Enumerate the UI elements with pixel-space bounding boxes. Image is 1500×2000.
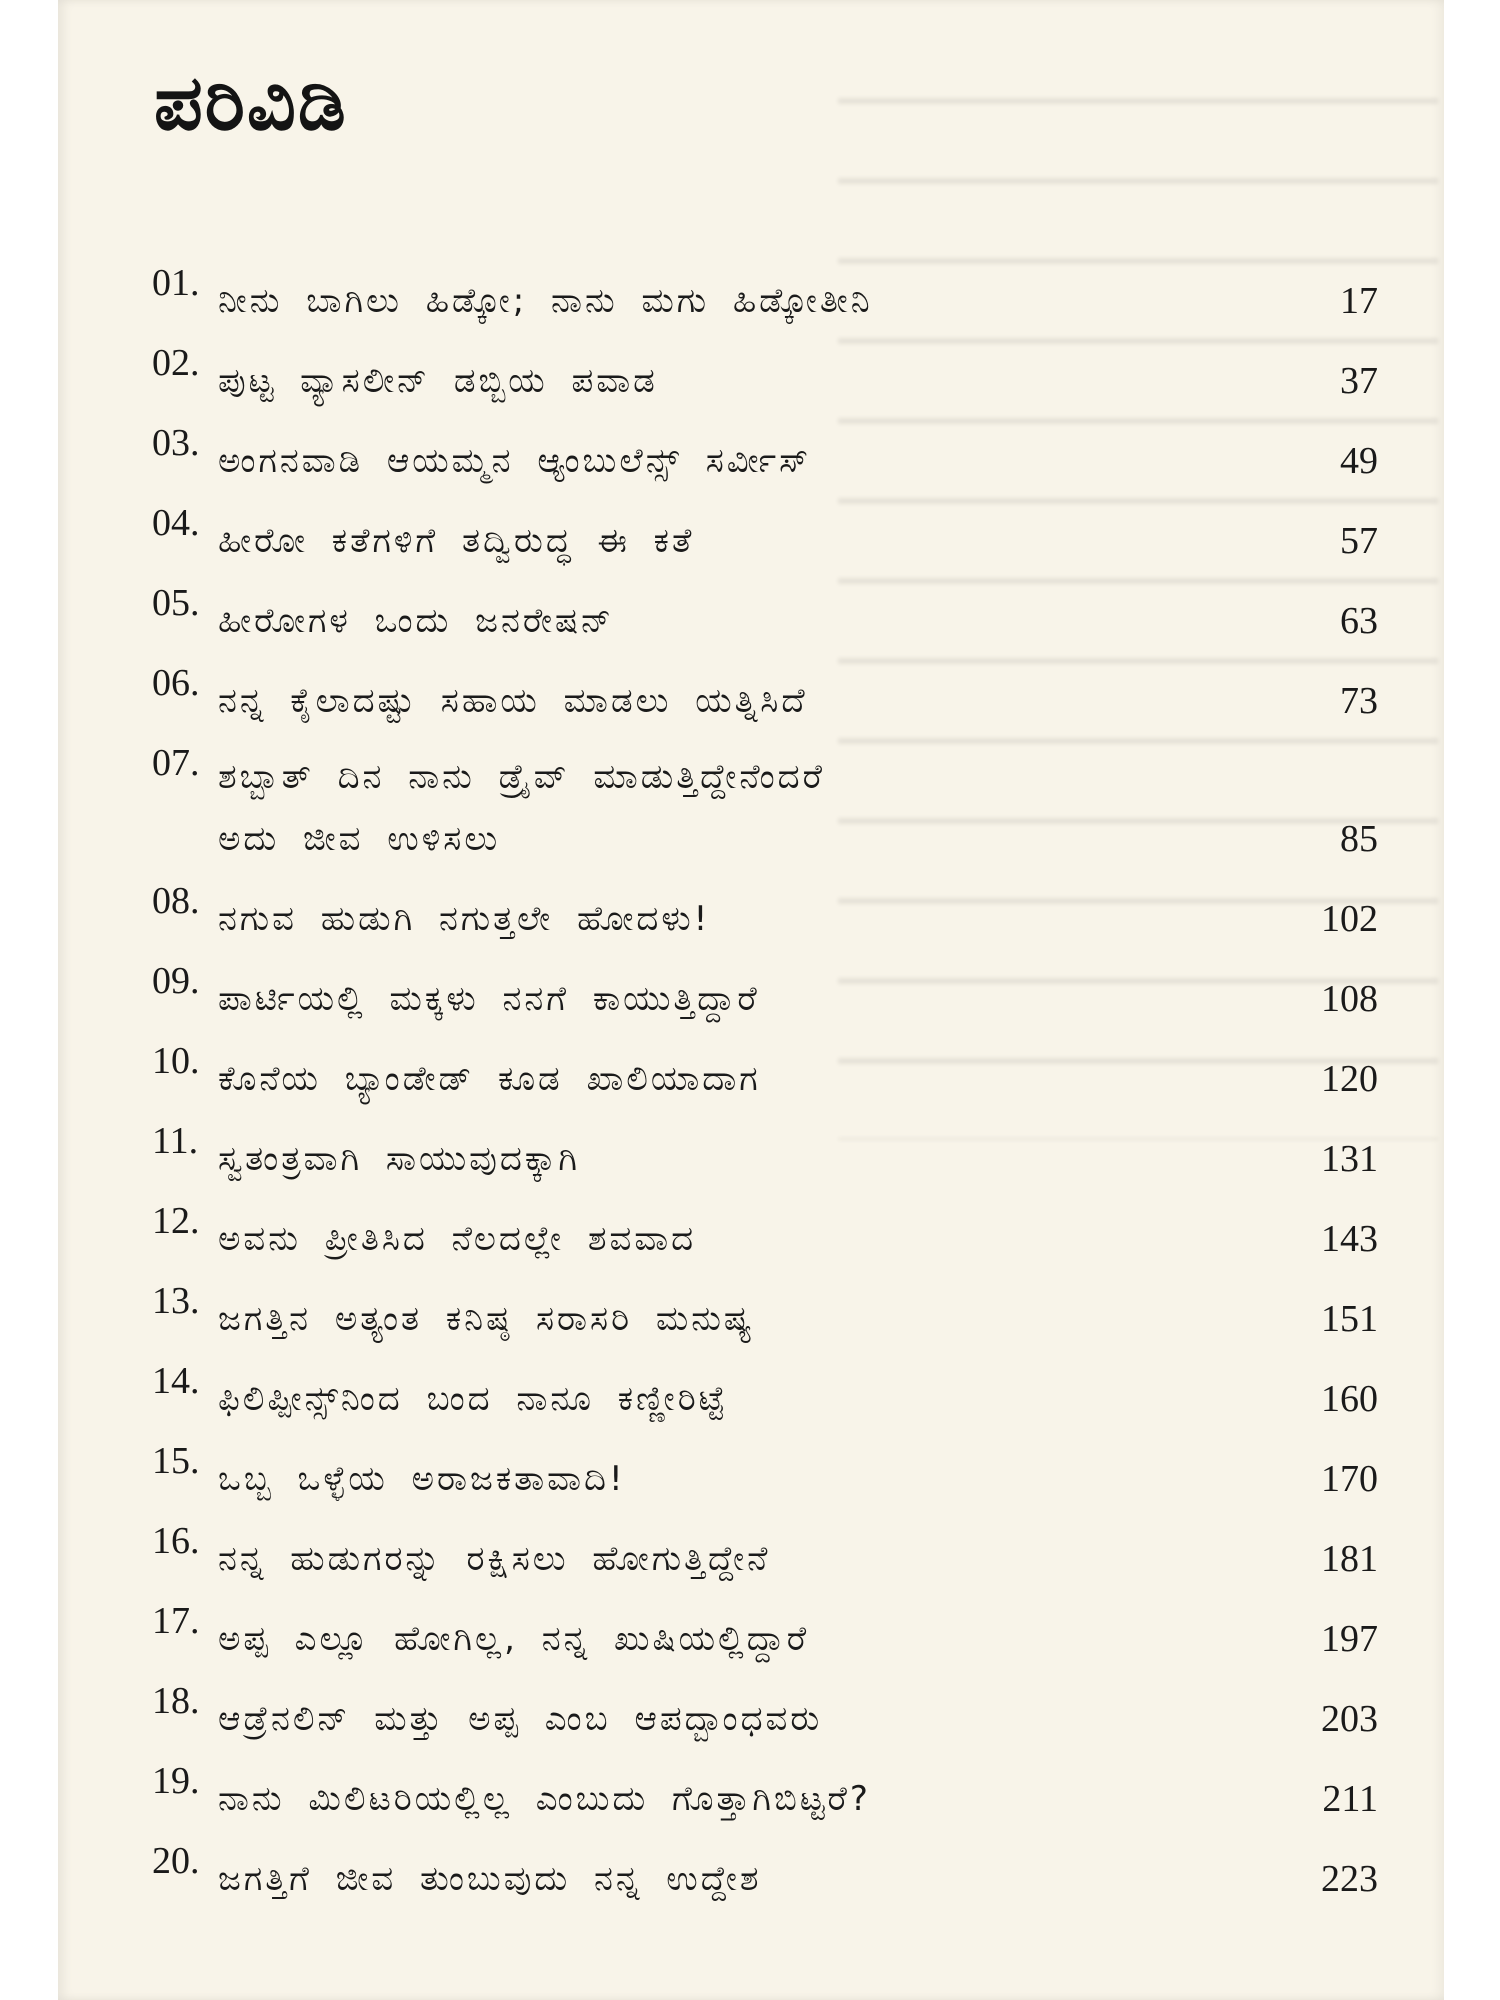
toc-entry <box>152 572 1378 652</box>
toc-entry <box>152 1830 1378 1910</box>
toc-entry <box>152 332 1378 412</box>
page-title: ಪರಿವಿಡಿ <box>154 58 348 147</box>
entry-title <box>218 968 1288 1030</box>
entry-title <box>218 1688 1288 1750</box>
entry-title <box>218 350 1288 412</box>
entry-number: 18. <box>152 1680 200 1722</box>
entry-page-number: 181 <box>1321 1538 1378 1580</box>
entry-number: 05. <box>152 582 200 624</box>
entry-title <box>218 1048 1288 1110</box>
toc-entry <box>152 950 1378 1030</box>
entry-title-line: ಕೊನೆಯ ಬ್ಯಾಂಡೇಡ್ ಕೂಡ ಖಾಲಿಯಾದಾಗ <box>218 1059 761 1099</box>
entry-title-line: ಅಂಗನವಾಡಿ ಆಯಮ್ಮನ ಆ್ಯಂಬುಲೆನ್ಸ್ ಸರ್ವೀಸ್ <box>218 441 812 481</box>
entry-page-number: 203 <box>1321 1698 1378 1740</box>
entry-page-number: 73 <box>1340 680 1378 722</box>
entry-number: 01. <box>152 262 200 304</box>
toc-entry <box>152 1750 1378 1830</box>
entry-number: 19. <box>152 1760 200 1802</box>
table-of-contents <box>152 252 1378 1910</box>
entry-number: 13. <box>152 1280 200 1322</box>
entry-title-line: ಜಗತ್ತಿನ ಅತ್ಯಂತ ಕನಿಷ್ಠ ಸರಾಸರಿ ಮನುಷ್ಯ <box>218 1299 755 1339</box>
entry-title <box>218 1768 1288 1830</box>
entry-title-line: ನೀನು ಬಾಗಿಲು ಹಿಡ್ಕೋ; ನಾನು ಮಗು ಹಿಡ್ಕೋತೀನಿ <box>218 281 873 321</box>
entry-title-line: ನಗುವ ಹುಡುಗಿ ನಗುತ್ತಲೇ ಹೋದಳು! <box>218 899 711 939</box>
toc-entry <box>152 1670 1378 1750</box>
entry-title <box>218 430 1288 492</box>
entry-page-number: 37 <box>1340 360 1378 402</box>
entry-number: 20. <box>152 1840 200 1882</box>
toc-entry <box>152 1110 1378 1190</box>
entry-title-line: ನನ್ನ ಕೈಲಾದಷ್ಟು ಸಹಾಯ ಮಾಡಲು ಯತ್ನಿಸಿದೆ <box>218 681 808 721</box>
entry-title <box>218 1448 1288 1510</box>
entry-number: 11. <box>152 1120 199 1162</box>
entry-title <box>218 1288 1288 1350</box>
entry-page-number: 170 <box>1321 1458 1378 1500</box>
toc-entry <box>152 732 1378 870</box>
toc-entry <box>152 1190 1378 1270</box>
toc-entry <box>152 1270 1378 1350</box>
entry-number: 06. <box>152 662 200 704</box>
entry-page-number: 102 <box>1321 898 1378 940</box>
entry-page-number: 120 <box>1321 1058 1378 1100</box>
entry-title <box>218 510 1288 572</box>
entry-page-number: 223 <box>1321 1858 1378 1900</box>
entry-title-line: ಹೀರೋ ಕತೆಗಳಿಗೆ ತದ್ವಿರುದ್ಧ ಈ ಕತೆ <box>218 521 695 561</box>
entry-title-line: ಅದು ಜೀವ ಉಳಿಸಲು <box>218 819 501 859</box>
toc-entry <box>152 1430 1378 1510</box>
entry-page-number: 85 <box>1340 818 1378 860</box>
entry-number: 15. <box>152 1440 200 1482</box>
entry-title <box>218 1208 1288 1270</box>
entry-title <box>218 746 1288 870</box>
entry-title-line: ಹೀರೋಗಳ ಒಂದು ಜನರೇಷನ್ <box>218 601 615 641</box>
entry-title <box>218 1528 1288 1590</box>
entry-number: 08. <box>152 880 200 922</box>
entry-title <box>218 670 1288 732</box>
book-page <box>58 0 1444 2000</box>
entry-page-number: 197 <box>1321 1618 1378 1660</box>
entry-number: 09. <box>152 960 200 1002</box>
entry-title-line: ನಾನು ಮಿಲಿಟರಿಯಲ್ಲಿಲ್ಲ ಎಂಬುದು ಗೊತ್ತಾಗಿಬಿಟ್ಟರೆ? <box>218 1779 871 1819</box>
entry-number: 10. <box>152 1040 200 1082</box>
entry-title <box>218 1608 1288 1670</box>
entry-number: 07. <box>152 742 200 784</box>
toc-entry <box>152 1030 1378 1110</box>
entry-page-number: 143 <box>1321 1218 1378 1260</box>
entry-title <box>218 1128 1288 1190</box>
entry-title-line: ನನ್ನ ಹುಡುಗರನ್ನು ರಕ್ಷಿಸಲು ಹೋಗುತ್ತಿದ್ದೇನೆ <box>218 1539 771 1579</box>
entry-page-number: 57 <box>1340 520 1378 562</box>
entry-page-number: 108 <box>1321 978 1378 1020</box>
entry-page-number: 160 <box>1321 1378 1378 1420</box>
entry-number: 04. <box>152 502 200 544</box>
toc-entry <box>152 252 1378 332</box>
entry-page-number: 211 <box>1322 1778 1378 1820</box>
entry-number: 14. <box>152 1360 200 1402</box>
entry-title <box>218 270 1288 332</box>
entry-title-line: ಪುಟ್ಟ ವ್ಯಾಸಲೀನ್ ಡಬ್ಬಿಯ ಪವಾಡ <box>218 361 658 401</box>
entry-number: 17. <box>152 1600 200 1642</box>
entry-title-line: ಶಬ್ಬಾತ್ ದಿನ ನಾನು ಡ್ರೈವ್ ಮಾಡುತ್ತಿದ್ದೇನೆಂದರೆ <box>218 757 825 797</box>
entry-title <box>218 590 1288 652</box>
toc-entry <box>152 1350 1378 1430</box>
entry-page-number: 131 <box>1321 1138 1378 1180</box>
entry-title-line: ಅವನು ಪ್ರೀತಿಸಿದ ನೆಲದಲ್ಲೇ ಶವವಾದ <box>218 1219 697 1259</box>
entry-title <box>218 888 1288 950</box>
toc-entry <box>152 412 1378 492</box>
entry-page-number: 17 <box>1340 280 1378 322</box>
entry-number: 16. <box>152 1520 200 1562</box>
toc-entry <box>152 870 1378 950</box>
toc-entry <box>152 492 1378 572</box>
entry-title-line: ಅಪ್ಪ ಎಲ್ಲೂ ಹೋಗಿಲ್ಲ, ನನ್ನ ಖುಷಿಯಲ್ಲಿದ್ದಾರೆ <box>218 1619 810 1659</box>
entry-title-line: ಫಿಲಿಪ್ಪೀನ್ಸ್‌ನಿಂದ ಬಂದ ನಾನೂ ಕಣ್ಣೀರಿಟ್ಟೆ <box>218 1379 728 1419</box>
entry-title-line: ಒಬ್ಬ ಒಳ್ಳೆಯ ಅರಾಜಕತಾವಾದಿ! <box>218 1459 626 1499</box>
entry-title <box>218 1368 1288 1430</box>
toc-entry <box>152 1510 1378 1590</box>
entry-page-number: 49 <box>1340 440 1378 482</box>
entry-number: 12. <box>152 1200 200 1242</box>
entry-number: 02. <box>152 342 200 384</box>
toc-entry <box>152 1590 1378 1670</box>
entry-title-line: ಆಡ್ರೆನಲಿನ್ ಮತ್ತು ಅಪ್ಪ ಎಂಬ ಆಪದ್ಬಾಂಧವರು <box>218 1699 823 1739</box>
toc-entry <box>152 652 1378 732</box>
entry-page-number: 151 <box>1321 1298 1378 1340</box>
entry-title-line: ಜಗತ್ತಿಗೆ ಜೀವ ತುಂಬುವುದು ನನ್ನ ಉದ್ದೇಶ <box>218 1859 762 1899</box>
entry-page-number: 63 <box>1340 600 1378 642</box>
entry-title-line: ಸ್ವತಂತ್ರವಾಗಿ ಸಾಯುವುದಕ್ಕಾಗಿ <box>218 1139 580 1179</box>
entry-title <box>218 1848 1288 1910</box>
entry-title-line: ಪಾರ್ಟಿಯಲ್ಲಿ ಮಕ್ಕಳು ನನಗೆ ಕಾಯುತ್ತಿದ್ದಾರೆ <box>218 979 760 1019</box>
entry-number: 03. <box>152 422 200 464</box>
